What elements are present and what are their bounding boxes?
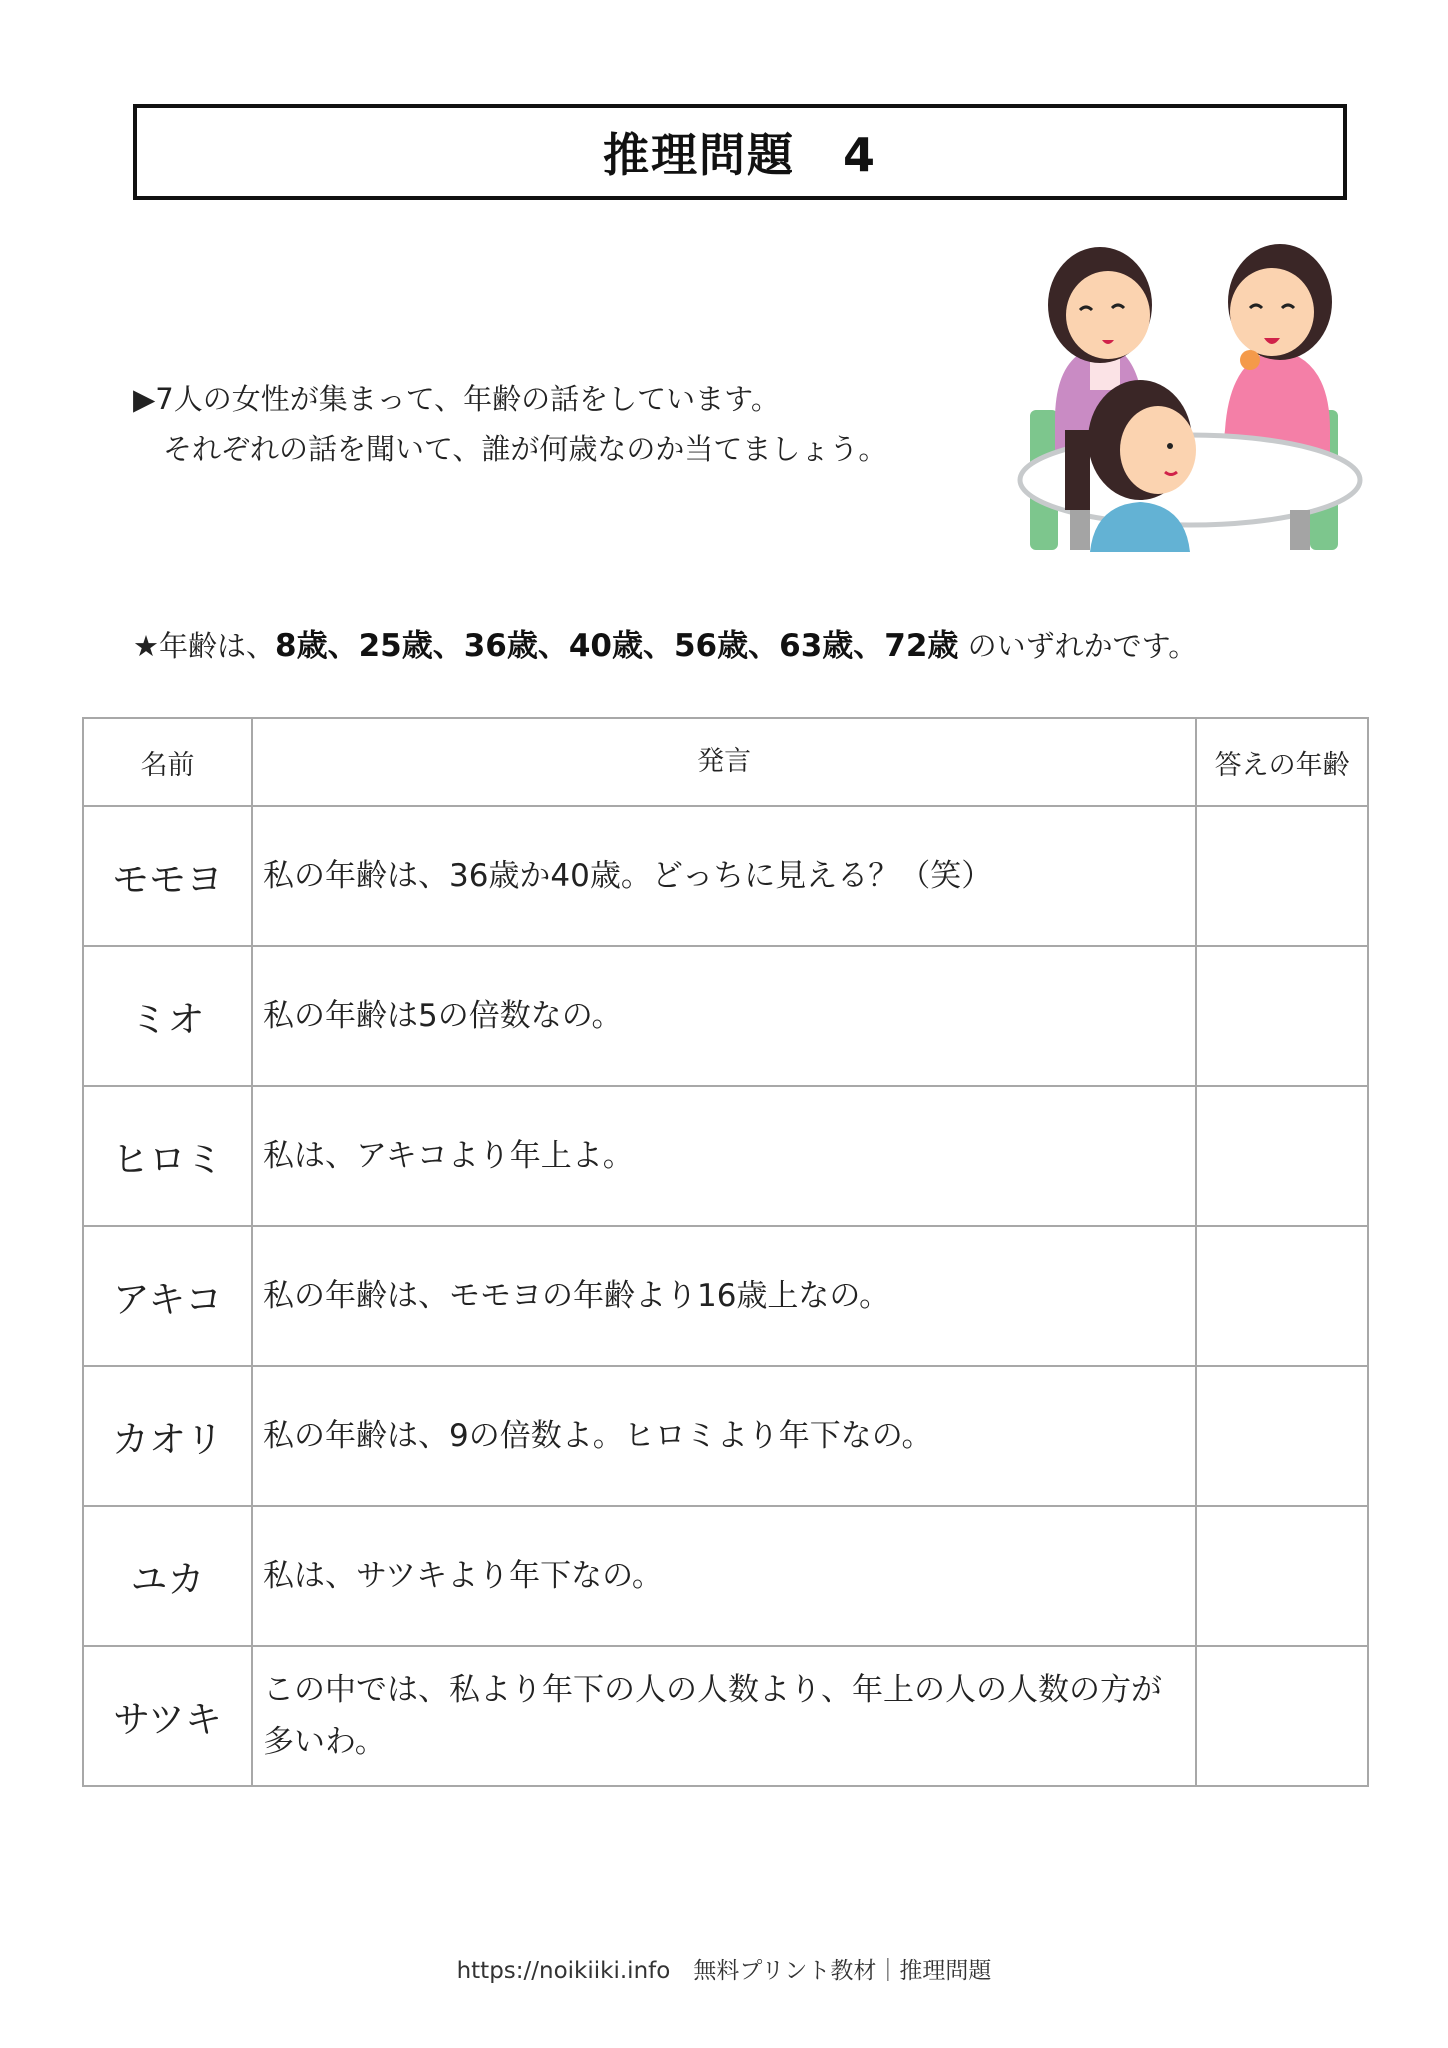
page-title-box	[133, 104, 1347, 200]
row-statement: 私の年齢は、36歳か40歳。どっちに見える？（笑）	[252, 806, 1196, 946]
row-statement: 私の年齢は、9の倍数よ。ヒロミより年下なの。	[252, 1366, 1196, 1506]
row-name: サツキ	[83, 1646, 252, 1786]
age-hint-prefix: ★年齢は、	[133, 629, 275, 663]
table-row	[83, 1086, 1368, 1226]
row-name: カオリ	[83, 1366, 252, 1506]
table-row	[83, 946, 1368, 1086]
page-title: 推理問題 4	[602, 128, 877, 182]
row-name: アキコ	[83, 1226, 252, 1366]
answer-cell[interactable]	[1196, 1086, 1368, 1226]
age-options-list: 8歳、25歳、36歳、40歳、56歳、63歳、72歳	[275, 628, 959, 664]
header-name: 名前	[83, 718, 252, 806]
answer-cell[interactable]	[1196, 1506, 1368, 1646]
answer-cell[interactable]	[1196, 1646, 1368, 1786]
instructions	[133, 374, 887, 474]
table-row	[83, 1226, 1368, 1366]
table-row	[83, 1646, 1368, 1786]
row-name: ミオ	[83, 946, 252, 1086]
row-statement: 私の年齢は、モモヨの年齢より16歳上なの。	[252, 1226, 1196, 1366]
answer-cell[interactable]	[1196, 946, 1368, 1086]
table-header-row	[83, 718, 1368, 806]
answer-cell[interactable]	[1196, 1366, 1368, 1506]
instructions-line-2: それぞれの話を聞いて、誰が何歳なのか当てましょう。	[163, 432, 888, 466]
header-statement: 発言	[252, 718, 1196, 806]
row-statement: 私は、サツキより年下なの。	[252, 1506, 1196, 1646]
header-answer: 答えの年齢	[1196, 718, 1368, 806]
table-row	[83, 1506, 1368, 1646]
row-name: モモヨ	[83, 806, 252, 946]
row-name: ヒロミ	[83, 1086, 252, 1226]
answer-cell[interactable]	[1196, 1226, 1368, 1366]
age-hint-suffix: のいずれかです。	[958, 629, 1198, 663]
row-statement: 私は、アキコより年上よ。	[252, 1086, 1196, 1226]
answer-cell[interactable]	[1196, 806, 1368, 946]
instructions-line-1: ▶7人の女性が集まって、年齢の話をしています。	[133, 382, 780, 416]
table-row	[83, 806, 1368, 946]
table-row	[83, 1366, 1368, 1506]
row-statement: 私の年齢は5の倍数なの。	[252, 946, 1196, 1086]
row-name: ユカ	[83, 1506, 252, 1646]
row-statement: この中では、私より年下の人の人数より、年上の人の人数の方が多いわ。	[252, 1646, 1196, 1786]
age-options-hint	[133, 620, 1197, 665]
footer-credit: https://noikiiki.info 無料プリント教材｜推理問題	[456, 1958, 992, 1984]
puzzle-table	[82, 717, 1369, 1787]
women-chatting-illustration	[1010, 240, 1370, 552]
